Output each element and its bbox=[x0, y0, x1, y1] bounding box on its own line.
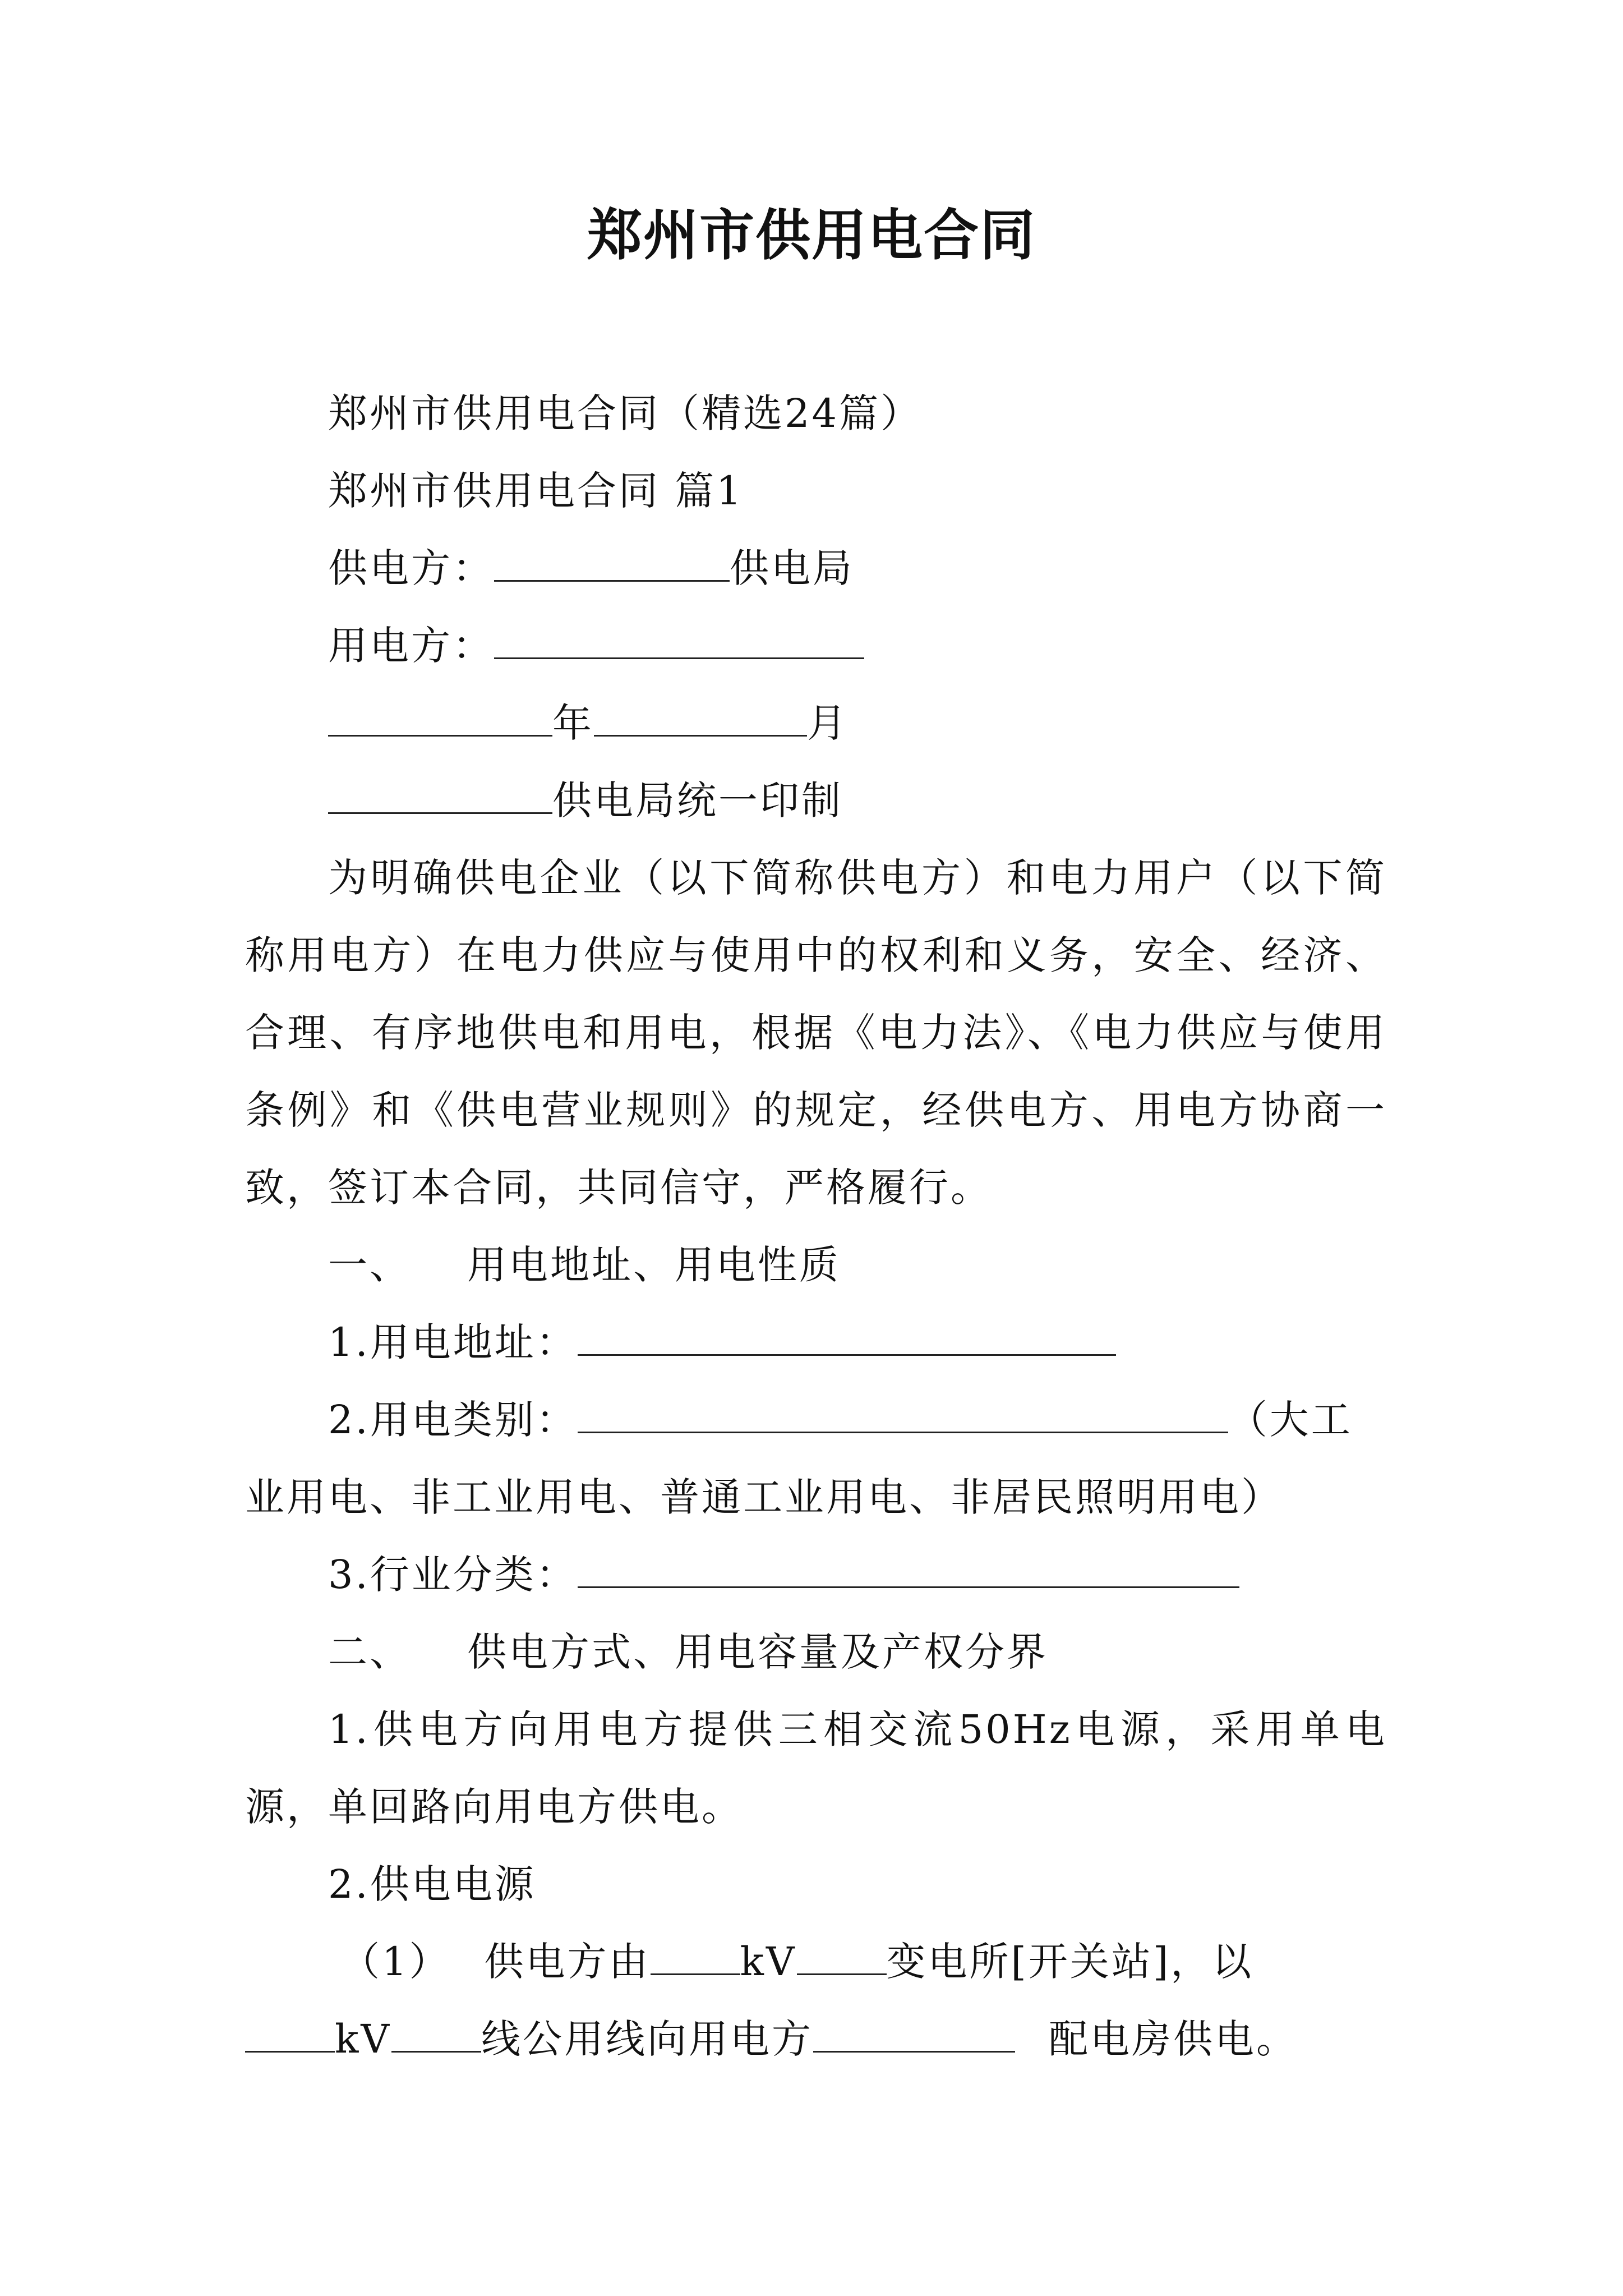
year-label: 年 bbox=[552, 700, 594, 746]
item3-label: 3.行业分类： bbox=[328, 1552, 578, 1598]
user-blank bbox=[494, 624, 864, 659]
supplier-line bbox=[245, 530, 1387, 607]
subtitle-text: 郑州市供用电合同（精选24篇） bbox=[328, 390, 923, 436]
p2-sub1-kv2: kV bbox=[335, 2016, 391, 2062]
p2-sub1-b: 变电所[开关站]，以 bbox=[886, 1939, 1254, 1985]
section-heading bbox=[245, 452, 1387, 530]
p2-sub1-d: 配电房供电。 bbox=[1048, 2016, 1298, 2062]
p2-item2-text: 2.供电电源 bbox=[328, 1861, 536, 1907]
item2-label: 2.用电类别： bbox=[328, 1397, 578, 1443]
kv-blank-1 bbox=[651, 1940, 740, 1975]
item1-line bbox=[245, 1304, 1387, 1381]
part1-number: 一、 bbox=[328, 1242, 411, 1288]
part2-title: 供电方式、用电容量及产权分界 bbox=[467, 1629, 1048, 1675]
p2-item2 bbox=[245, 1846, 1387, 1923]
section-heading-text: 郑州市供用电合同 篇1 bbox=[328, 468, 744, 514]
p2-item1: 1.供电方向用电方提供三相交流50Hz电源，采用单电源，单回路向用电方供电。 bbox=[245, 1706, 1387, 1830]
item3-line bbox=[245, 1536, 1387, 1613]
user-line bbox=[245, 607, 1387, 684]
user-label: 用电方： bbox=[328, 623, 494, 669]
item2-note-a: （大工 bbox=[1228, 1397, 1353, 1443]
room-blank bbox=[813, 2017, 1015, 2053]
p2-sub1-num: （1） bbox=[340, 1939, 451, 1985]
address-blank bbox=[578, 1320, 1116, 1356]
intro-paragraph: 为明确供电企业（以下简称供电方）和电力用户（以下简称用电方）在电力供应与使用中的权利和义务，安全、经济、合理、有序地供电和用电，根据《电力法》、《电力供应与使用条例》和《供电营业规则》的规定，经供电方、用电方协商一致，签订本合同，共同信守，严格履行。 bbox=[245, 855, 1387, 1211]
document-subtitle bbox=[245, 375, 1387, 452]
item1-label: 1.用电地址： bbox=[328, 1319, 578, 1365]
kv-blank-2 bbox=[245, 2017, 335, 2053]
industry-blank bbox=[578, 1553, 1239, 1588]
p2-sub1-c: 线公用线向用电方 bbox=[481, 2016, 813, 2062]
item2-continuation bbox=[245, 1458, 1387, 1536]
supplier-suffix: 供电局 bbox=[730, 545, 854, 591]
p2-sub1-line2 bbox=[245, 2000, 1387, 2078]
print-blank bbox=[328, 779, 552, 814]
line-blank bbox=[391, 2017, 481, 2053]
date-line bbox=[245, 684, 1387, 762]
print-note: 供电局统一印制 bbox=[552, 777, 843, 823]
part1-heading bbox=[245, 1226, 1387, 1304]
item2-line bbox=[245, 1381, 1387, 1458]
p2-sub1-kv: kV bbox=[740, 1939, 797, 1985]
p2-sub1-line1 bbox=[245, 1923, 1387, 2000]
part1-title: 用电地址、用电性质 bbox=[467, 1242, 841, 1288]
month-label: 月 bbox=[807, 700, 849, 746]
document-body bbox=[245, 375, 1387, 2078]
item2-note-b: 业用电、非工业用电、普通工业用电、非居民照明用电） bbox=[245, 1474, 1283, 1520]
substation-blank bbox=[797, 1940, 887, 1975]
p2-sub1-a: 供电方由 bbox=[484, 1939, 651, 1985]
month-blank bbox=[594, 701, 807, 737]
year-blank bbox=[328, 701, 552, 737]
supplier-blank bbox=[494, 546, 730, 582]
supplier-label: 供电方： bbox=[328, 545, 494, 591]
document-title: 郑州市供用电合同 bbox=[587, 204, 1036, 268]
category-blank bbox=[578, 1398, 1228, 1433]
print-note-line bbox=[245, 762, 1387, 839]
part2-number: 二、 bbox=[328, 1629, 411, 1675]
part2-heading bbox=[245, 1613, 1387, 1691]
